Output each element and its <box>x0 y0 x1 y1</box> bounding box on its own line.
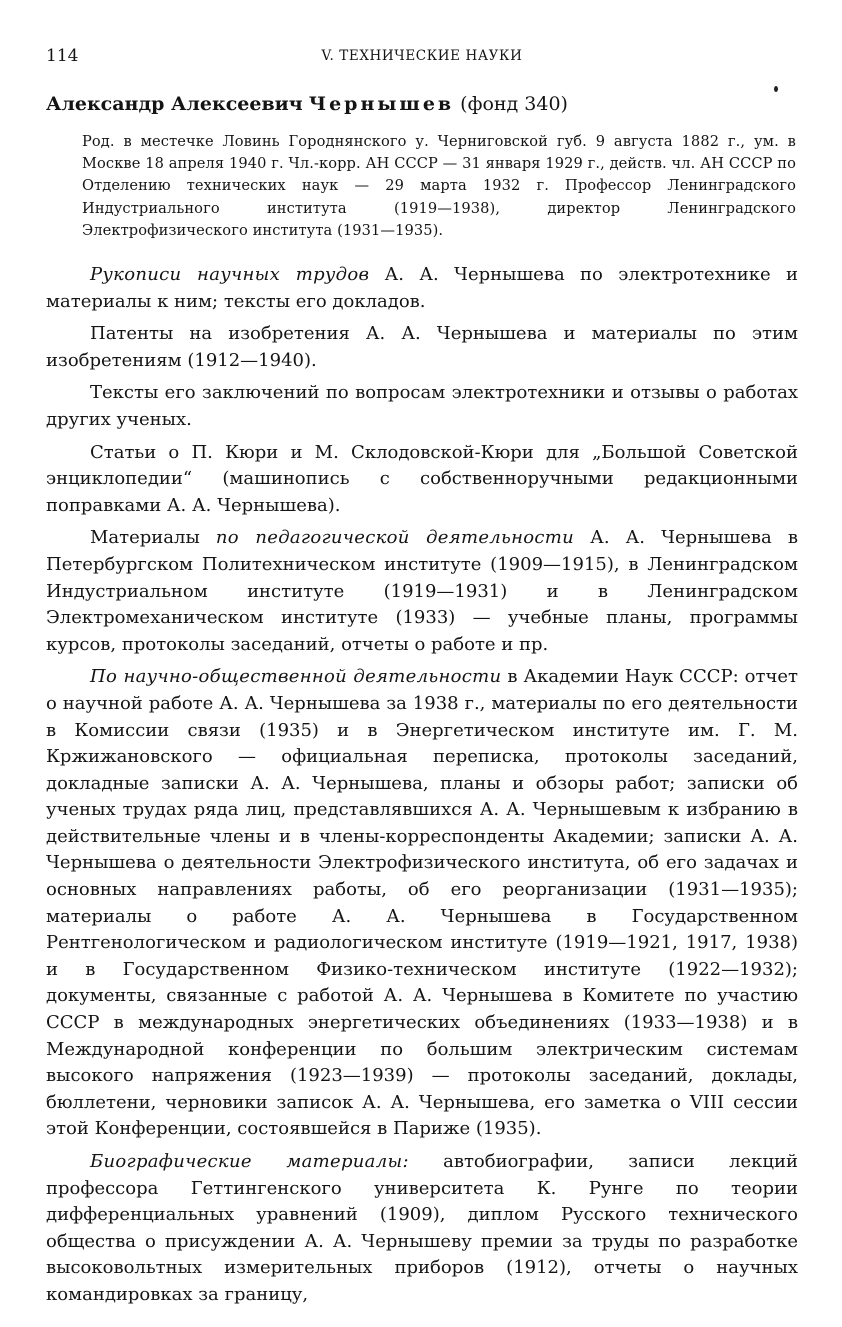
paragraph-post: А. А. Чернышева в Петербургском Политехническом институте (1909—1915), в Ленинградском Индустриальном институте (1919—1931) и в Ленинградском Электромеханическом институте (1933) — учебные планы, программы курсов, протоколы заседаний, отчеты о работе и пр. <box>46 527 799 655</box>
paragraph-text: Статьи о П. Кюри и М. Склодовской-Кюри для „Большой Советской энциклопедии“ (машинопись с собственноручными редакционными поправками А. А. Чернышева). <box>46 441 798 516</box>
paragraph-lead: Биографические материалы: <box>90 1151 409 1172</box>
paragraph-text: А. А. Чернышева по электротехнике и материалы к ним; тексты его докладов. <box>46 264 798 312</box>
print-speck <box>774 86 778 92</box>
paragraph-teaching <box>46 525 798 658</box>
entry-surname: Чернышев <box>308 93 455 115</box>
paragraph-patents <box>46 321 798 374</box>
paragraph-manuscripts <box>46 262 798 315</box>
paragraph-biographical <box>46 1149 798 1309</box>
running-title: V. ТЕХНИЧЕСКИЕ НАУКИ <box>321 48 523 64</box>
paragraph-pre: Материалы <box>90 527 216 549</box>
entry-fund: (фонд 340) <box>460 93 568 115</box>
paragraph-text: Тексты его заключений по вопросам электротехники и отзывы о работах других ученых. <box>46 382 798 430</box>
paragraph-text: Патенты на изобретения А. А. Чернышева и материалы по этим изобретениям (1912—1940). <box>46 323 798 371</box>
paragraph-reviews <box>46 380 798 433</box>
page-header <box>46 46 798 70</box>
paragraph-public-activity <box>46 664 798 1143</box>
entry-title <box>46 93 806 115</box>
paragraph-lead: По научно-общественной деятельности <box>90 666 502 688</box>
paragraph-lead: Рукописи научных трудов <box>90 264 370 285</box>
page-number: 114 <box>46 46 79 66</box>
paragraph-emphasis: по педагогической деятельности <box>215 527 575 549</box>
paragraph-text: в Академии Наук СССР: отчет о научной работе А. А. Чернышева за 1938 г., материалы по его деятельности в Комиссии связи (1935) и в Энергетическом институте им. Г. М. Кржижановского — официальная переписка, протоколы заседаний, докладные записки А. А. Чернышева, планы и обзоры работ; записки об ученых трудах ряда лиц, представлявшихся А. А. Чернышевым к избранию в действительные члены и в члены-корреспонденты Академии; записки А. А. Чернышева о деятельности Электрофизического института, об его задачах и основных направлениях работы, об его реорганизации (1931—1935); материалы о работе А. А. Чернышева в Государственном Рентгенологическом и радиологическом институте (1919—1921, 1917, 1938) и в Государственном Физико-техническом институте (1922—1932); документы, связанные с работой А. А. Чернышева в Комитете по участию СССР в международных энергетических объединениях (1933—1938) и в Международной конференции по большим электрическим системам высокого напряжения (1923—1939) — протоколы заседаний, доклады, бюллетени, черновики записок А. А. Чернышева, его заметка о VIII сессии этой Конференции, состоявшейся в Париже (1935). <box>46 666 798 1140</box>
biography-summary: Род. в местечке Ловинь Городнянского у. Черниговской губ. 9 августа 1882 г., ум. в Москве 18 апреля 1940 г. Чл.-корр. АН СССР — 31 января 1929 г., действ. чл. АН СССР по Отделению технических наук — 29 марта 1932 г. Профессор Ленинградского Индустриального института (1919—1938), директор Ленинградского Электрофизического института (1931—1935). <box>82 133 796 239</box>
entry-name: Александр Алексеевич <box>46 93 303 115</box>
paragraph-text: автобиографии, записи лекций профессора Геттингенского университета К. Рунге по теории дифференциальных уравнений (1909), диплом Русского технического общества о присуждении А. А. Чернышеву премии за труды по разработке высоковольтных измерительных приборов (1912), отчеты о научных командировках за границу, <box>46 1151 799 1305</box>
archive-description <box>46 262 798 1315</box>
paragraph-encyclopedia <box>46 440 798 520</box>
